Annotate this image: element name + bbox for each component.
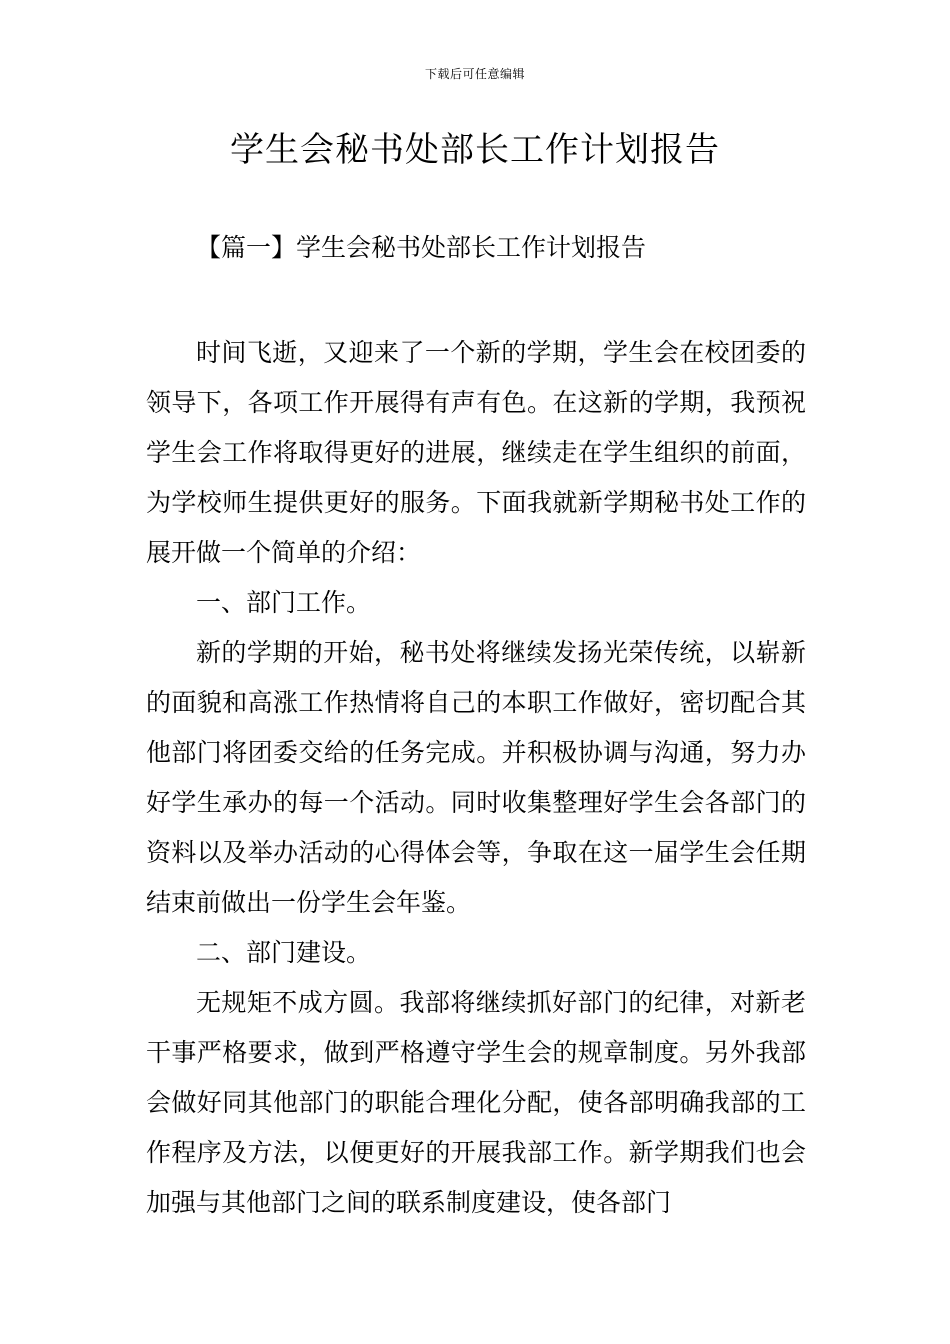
paragraph-department-building: 无规矩不成方圆。我部将继续抓好部门的纪律，对新老干事严格要求，做到严格遵守学生会的规章制度。另外我部会做好同其他部门的职能合理化分配，使各部明确我部的工作程序及方法，以便更好的开展我部工作。新学期我们也会加强与其他部门之间的联系制度建设，使各部门 <box>146 988 806 1217</box>
heading-department-work: 一、部门工作。 <box>196 588 372 617</box>
heading-department-building: 二、部门建设。 <box>196 938 372 967</box>
section-subtitle: 【篇一】学生会秘书处部长工作计划报告 <box>196 233 647 262</box>
header-note: 下载后可任意编辑 <box>424 67 525 81</box>
paragraph-department-work: 新的学期的开始，秘书处将继续发扬光荣传统，以崭新的面貌和高涨工作热情将自己的本职工作做好，密切配合其他部门将团委交给的任务完成。并积极协调与沟通，努力办好学生承办的每一个活动。同时收集整理好学生会各部门的资料以及举办活动的心得体会等，争取在这一届学生会任期结束前做出一份学生会年鉴。 <box>146 638 806 917</box>
document-body <box>146 328 806 1228</box>
paragraph-intro: 时间飞逝，又迎来了一个新的学期，学生会在校团委的领导下，各项工作开展得有声有色。在这新的学期，我预祝学生会工作将取得更好的进展，继续走在学生组织的前面，为学校师生提供更好的服务。下面我就新学期秘书处工作的展开做一个简单的介绍： <box>146 338 806 567</box>
document-title: 学生会秘书处部长工作计划报告 <box>230 130 720 170</box>
